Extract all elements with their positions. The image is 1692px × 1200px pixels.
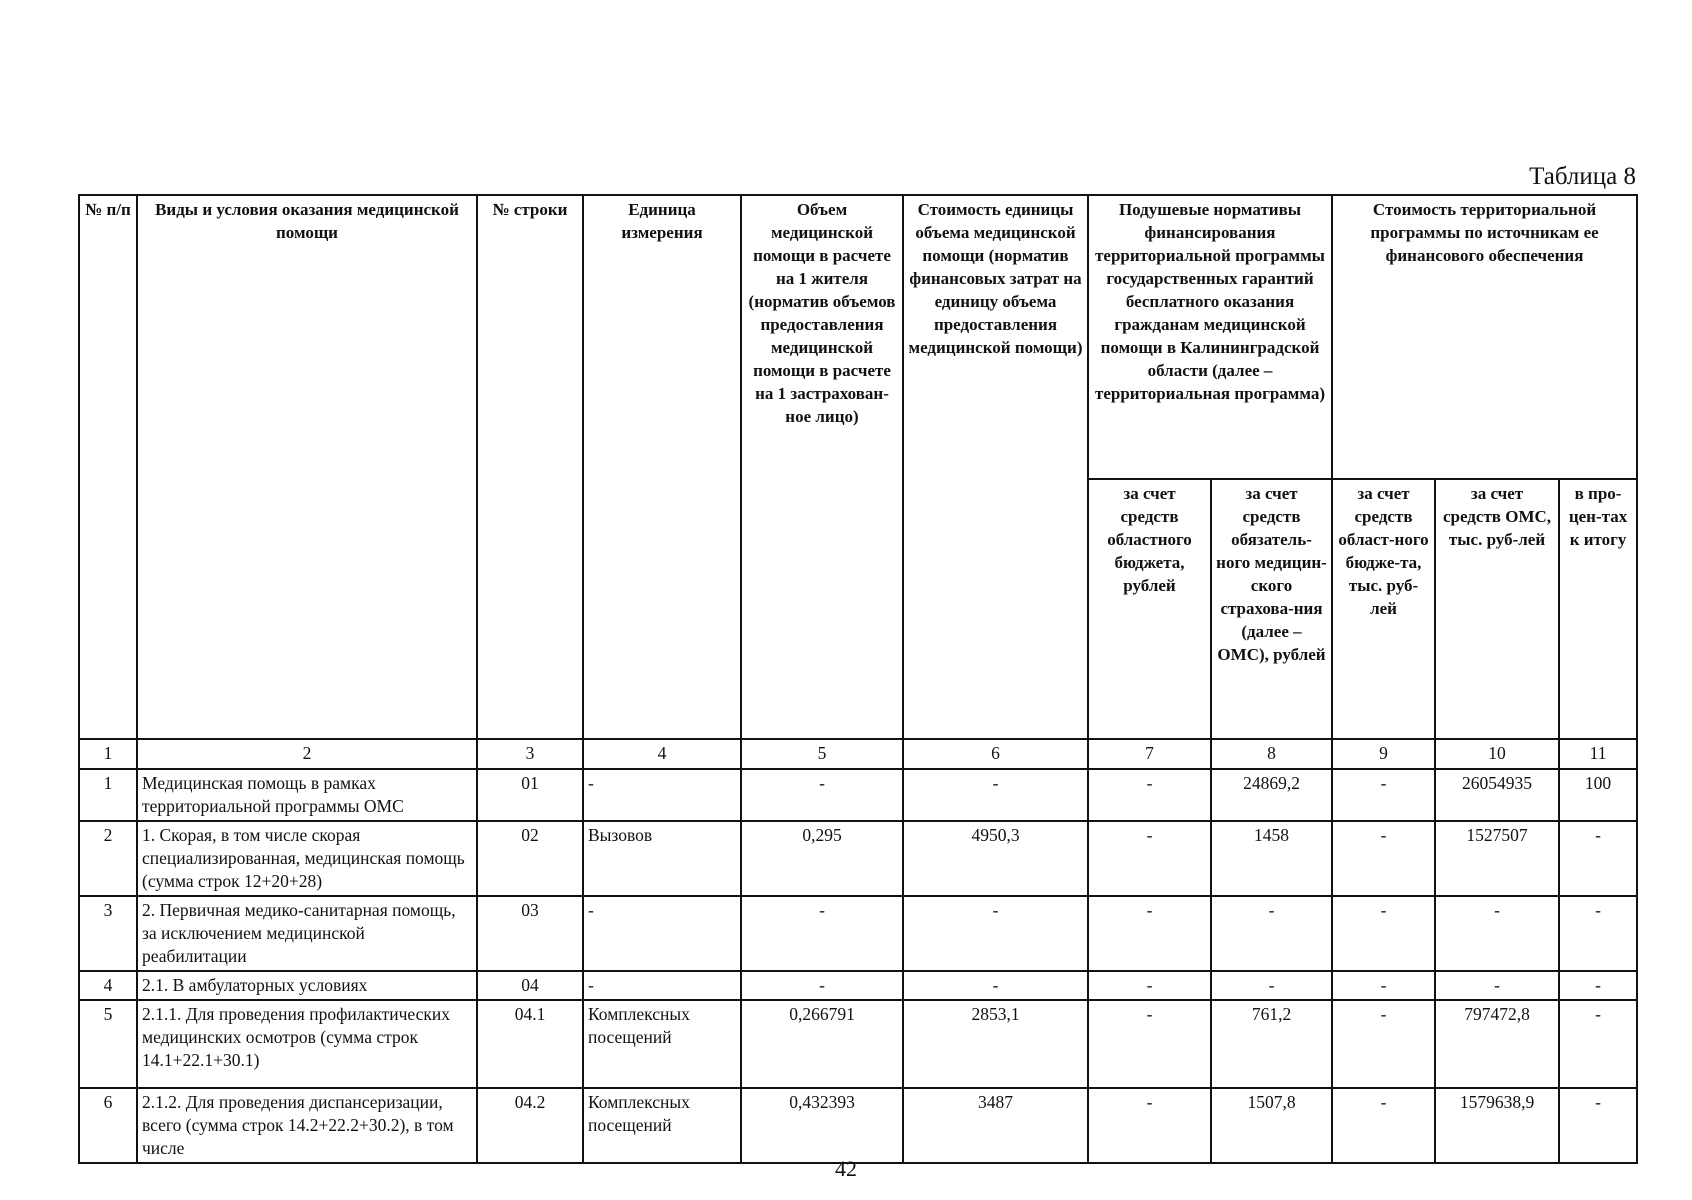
- table-caption: Таблица 8: [1529, 163, 1636, 190]
- regional-budget-rub-cell: -: [1088, 1088, 1211, 1163]
- oms-rub-cell: 24869,2: [1211, 769, 1332, 821]
- column-numbers: [79, 739, 1637, 769]
- table-row: [79, 971, 1637, 1000]
- percent-of-total-cell: -: [1559, 1088, 1637, 1163]
- column-number-cell: 7: [1088, 739, 1211, 769]
- care-type-cell: 2. Первичная медико-санитарная помощь, за исключением медицинской реабилитации: [137, 896, 477, 971]
- header-volume: Объем медицинской помощи в расчете на 1 жителя (норматив объемов предоставления медицинской помощи в расчете на 1 застрахован-ное лицо): [741, 195, 903, 739]
- unit-cost-cell: 3487: [903, 1088, 1088, 1163]
- column-number-cell: 3: [477, 739, 583, 769]
- line-number-cell: 03: [477, 896, 583, 971]
- care-type-cell: 2.1. В амбулаторных условиях: [137, 971, 477, 1000]
- row-index-cell: 2: [79, 821, 137, 896]
- oms-thousand-cell: 1579638,9: [1435, 1088, 1559, 1163]
- line-number-cell: 01: [477, 769, 583, 821]
- regional-budget-thousand-cell: -: [1332, 821, 1435, 896]
- line-number-cell: 02: [477, 821, 583, 896]
- percent-of-total-cell: -: [1559, 1000, 1637, 1088]
- line-number-cell: 04.1: [477, 1000, 583, 1088]
- header-oms-rub: за счет средств обязатель-ного медицин-ского страхова-ния (далее – ОМС), рублей: [1211, 479, 1332, 739]
- volume-cell: -: [741, 971, 903, 1000]
- care-type-cell: 2.1.1. Для проведения профилактических медицинских осмотров (сумма строк 14.1+22.1+30.1): [137, 1000, 477, 1088]
- regional-budget-thousand-cell: -: [1332, 769, 1435, 821]
- column-number-cell: 10: [1435, 739, 1559, 769]
- percent-of-total-cell: -: [1559, 971, 1637, 1000]
- volume-cell: 0,266791: [741, 1000, 903, 1088]
- table-row: [79, 769, 1637, 821]
- regional-budget-rub-cell: -: [1088, 971, 1211, 1000]
- care-type-cell: Медицинская помощь в рамках территориальной программы ОМС: [137, 769, 477, 821]
- column-number-cell: 8: [1211, 739, 1332, 769]
- regional-budget-thousand-cell: -: [1332, 971, 1435, 1000]
- regional-budget-thousand-cell: -: [1332, 1000, 1435, 1088]
- header-regional-budget-rub: за счет средств областного бюджета, рублей: [1088, 479, 1211, 739]
- row-index-cell: 4: [79, 971, 137, 1000]
- unit-cell: Комплексных посещений: [583, 1088, 741, 1163]
- row-index-cell: 6: [79, 1088, 137, 1163]
- header-unit: Единица измерения: [583, 195, 741, 739]
- table-row: [79, 896, 1637, 971]
- column-number-cell: 4: [583, 739, 741, 769]
- oms-rub-cell: 761,2: [1211, 1000, 1332, 1088]
- header-program-cost-group: Стоимость территориальной программы по источникам ее финансового обеспечения: [1332, 195, 1637, 479]
- table-row: [79, 821, 1637, 896]
- header-percent-of-total: в про-цен-тах к итогу: [1559, 479, 1637, 739]
- care-type-cell: 2.1.2. Для проведения диспансеризации, всего (сумма строк 14.2+22.2+30.2), в том числе: [137, 1088, 477, 1163]
- percent-of-total-cell: -: [1559, 821, 1637, 896]
- oms-rub-cell: 1507,8: [1211, 1088, 1332, 1163]
- unit-cell: Комплексных посещений: [583, 1000, 741, 1088]
- oms-rub-cell: 1458: [1211, 821, 1332, 896]
- row-index-cell: 5: [79, 1000, 137, 1088]
- oms-rub-cell: -: [1211, 971, 1332, 1000]
- unit-cost-cell: 2853,1: [903, 1000, 1088, 1088]
- row-index-cell: 1: [79, 769, 137, 821]
- oms-rub-cell: -: [1211, 896, 1332, 971]
- header-regional-budget-thousand: за счет средств област-ного бюдже-та, тыс. руб-лей: [1332, 479, 1435, 739]
- unit-cell: -: [583, 971, 741, 1000]
- regional-budget-rub-cell: -: [1088, 1000, 1211, 1088]
- table-row: [79, 1088, 1637, 1163]
- financing-table: [78, 194, 1638, 1164]
- header-per-capita-group: Подушевые нормативы финансирования территориальной программы государственных гарантий бесплатного оказания гражданам медицинской помощи в Калининградской области (далее – территориальная программа): [1088, 195, 1332, 479]
- volume-cell: -: [741, 896, 903, 971]
- care-type-cell: 1. Скорая, в том числе скорая специализированная, медицинская помощь (сумма строк 12+20+28): [137, 821, 477, 896]
- volume-cell: 0,432393: [741, 1088, 903, 1163]
- unit-cell: -: [583, 769, 741, 821]
- column-number-cell: 11: [1559, 739, 1637, 769]
- line-number-cell: 04.2: [477, 1088, 583, 1163]
- column-number-cell: 2: [137, 739, 477, 769]
- header-care-type: Виды и условия оказания медицинской помощи: [137, 195, 477, 739]
- column-number-cell: 5: [741, 739, 903, 769]
- percent-of-total-cell: -: [1559, 896, 1637, 971]
- row-index-cell: 3: [79, 896, 137, 971]
- unit-cost-cell: -: [903, 896, 1088, 971]
- regional-budget-rub-cell: -: [1088, 821, 1211, 896]
- header-unit-cost: Стоимость единицы объема медицинской помощи (норматив финансовых затрат на единицу объема предоставления медицинской помощи): [903, 195, 1088, 739]
- header-row-number: № п/п: [79, 195, 137, 739]
- header-oms-thousand: за счет средств ОМС, тыс. руб-лей: [1435, 479, 1559, 739]
- regional-budget-thousand-cell: -: [1332, 1088, 1435, 1163]
- unit-cell: Вызовов: [583, 821, 741, 896]
- oms-thousand-cell: 1527507: [1435, 821, 1559, 896]
- oms-thousand-cell: -: [1435, 896, 1559, 971]
- table-row: [79, 1000, 1637, 1088]
- table-header: [79, 195, 1637, 739]
- line-number-cell: 04: [477, 971, 583, 1000]
- column-number-row: [79, 739, 1637, 769]
- volume-cell: -: [741, 769, 903, 821]
- column-number-cell: 6: [903, 739, 1088, 769]
- page-number: 42: [835, 1156, 857, 1181]
- unit-cost-cell: -: [903, 971, 1088, 1000]
- unit-cell: -: [583, 896, 741, 971]
- table-body: [79, 769, 1637, 1163]
- oms-thousand-cell: 797472,8: [1435, 1000, 1559, 1088]
- column-number-cell: 9: [1332, 739, 1435, 769]
- percent-of-total-cell: 100: [1559, 769, 1637, 821]
- volume-cell: 0,295: [741, 821, 903, 896]
- regional-budget-thousand-cell: -: [1332, 896, 1435, 971]
- column-number-cell: 1: [79, 739, 137, 769]
- unit-cost-cell: -: [903, 769, 1088, 821]
- header-line-number: № строки: [477, 195, 583, 739]
- oms-thousand-cell: 26054935: [1435, 769, 1559, 821]
- regional-budget-rub-cell: -: [1088, 769, 1211, 821]
- regional-budget-rub-cell: -: [1088, 896, 1211, 971]
- oms-thousand-cell: -: [1435, 971, 1559, 1000]
- unit-cost-cell: 4950,3: [903, 821, 1088, 896]
